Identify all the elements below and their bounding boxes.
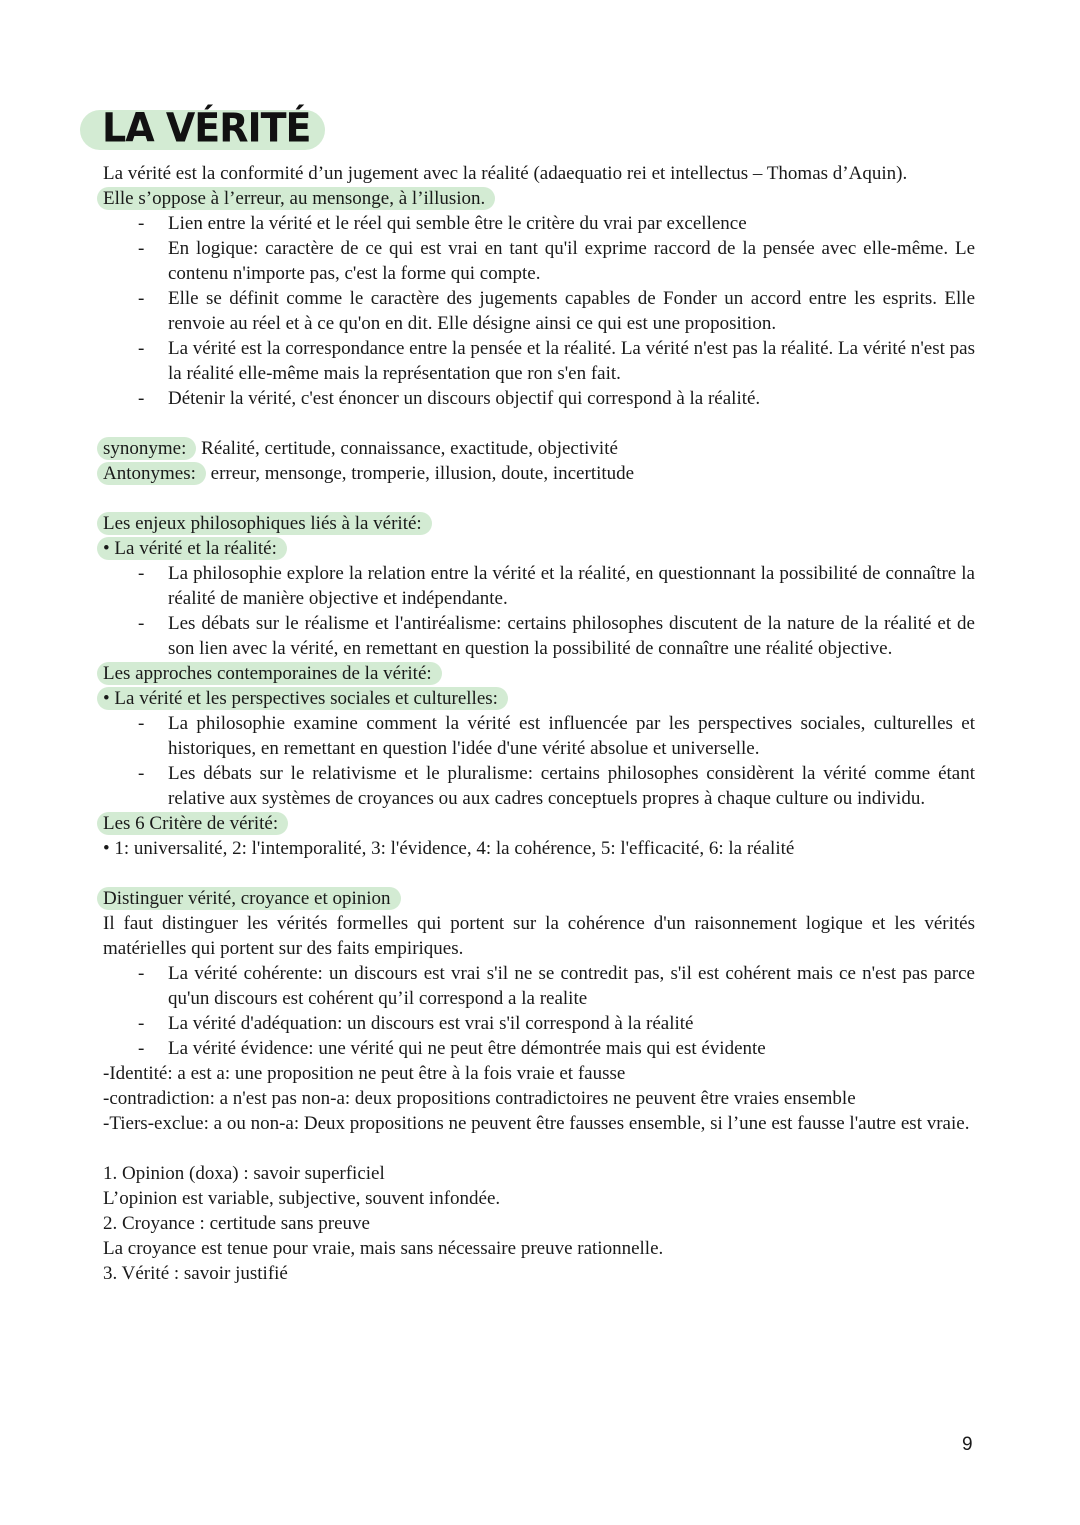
page-number: 9 xyxy=(962,1434,973,1455)
antonyms-text: erreur, mensonge, tromperie, illusion, doute, incertitude xyxy=(205,463,635,484)
synonyms-text: Réalité, certitude, connaissance, exactitude, objectivité xyxy=(196,438,618,459)
intro-paragraph: La vérité est la conformité d’un jugement avec la réalité (adaequatio rei et intellectus – Thomas d’Aquin). xyxy=(103,163,908,184)
list-item: - Détenir la vérité, c'est énoncer un discours objectif qui correspond à la réalité. xyxy=(103,386,975,411)
level-line: 3. Vérité : savoir justifié xyxy=(103,1263,288,1284)
approches-list xyxy=(103,711,975,811)
verite-types-list xyxy=(103,961,975,1061)
distinguer-heading: Distinguer vérité, croyance et opinion xyxy=(97,887,401,910)
list-item: - Elle se définit comme le caractère des jugements capables de Fonder un accord entre les esprits. Elle renvoie au réel et à ce qu'on en dit. Elle désigne ainsi ce qui est une proposition. xyxy=(103,286,975,336)
page-title: LA VÉRITÉ xyxy=(102,104,311,152)
page-title-highlight xyxy=(80,104,325,152)
document-body xyxy=(103,161,975,1286)
principle-line: -Tiers-exclue: a ou non-a: Deux propositions ne peuvent être fausses ensemble, si l’une est fausse l'autre est vraie. xyxy=(103,1113,970,1134)
criteres-list: • 1: universalité, 2: l'intemporalité, 3: l'évidence, 4: la cohérence, 5: l'efficacité, 6: la réalité xyxy=(103,838,795,859)
antonyms-label: Antonymes: xyxy=(97,462,206,485)
criteres-heading: Les 6 Critère de vérité: xyxy=(97,812,288,835)
list-item: - Les débats sur le relativisme et le pluralisme: certains philosophes considèrent la vérité comme étant relative aux systèmes de croyances ou aux cadres conceptuels propres à chaque culture ou individu. xyxy=(103,761,975,811)
list-item: - La vérité d'adéquation: un discours est vrai s'il correspond à la réalité xyxy=(103,1011,975,1036)
enjeux-heading: Les enjeux philosophiques liés à la vérité: xyxy=(97,512,432,535)
definition-list xyxy=(103,211,975,411)
list-item: - La philosophie examine comment la vérité est influencée par les perspectives sociales, culturelles et historiques, en remettant en question l'idée d'une vérité absolue et universelle. xyxy=(103,711,975,761)
enjeux-subheading: • La vérité et la réalité: xyxy=(97,537,287,560)
distinguer-paragraph: Il faut distinguer les vérités formelles qui portent sur la cohérence d'un raisonnement logique et les vérités matérielles qui portent sur des faits empiriques. xyxy=(103,913,975,959)
level-line: La croyance est tenue pour vraie, mais sans nécessaire preuve rationnelle. xyxy=(103,1238,664,1259)
approches-heading: Les approches contemporaines de la vérité: xyxy=(97,662,442,685)
approches-subheading: • La vérité et les perspectives sociales et culturelles: xyxy=(97,687,508,710)
level-line: 1. Opinion (doxa) : savoir superficiel xyxy=(103,1163,385,1184)
list-item: - Lien entre la vérité et le réel qui semble être le critère du vrai par excellence xyxy=(103,211,975,236)
level-line: 2. Croyance : certitude sans preuve xyxy=(103,1213,370,1234)
list-item: - La vérité est la correspondance entre la pensée et la réalité. La vérité n'est pas la réalité. La vérité n'est pas la réalité elle-même mais la représentation que ron s'en fait. xyxy=(103,336,975,386)
list-item: - En logique: caractère de ce qui est vrai en tant qu'il exprime raccord de la pensée avec elle-même. Le contenu n'importe pas, c'est la forme qui compte. xyxy=(103,236,975,286)
level-line: L’opinion est variable, subjective, souvent infondée. xyxy=(103,1188,501,1209)
synonyms-label: synonyme: xyxy=(97,437,196,460)
synonyms-line xyxy=(103,436,975,461)
list-item: - La vérité évidence: une vérité qui ne peut être démontrée mais qui est évidente xyxy=(103,1036,975,1061)
list-item: - La philosophie explore la relation entre la vérité et la réalité, en questionnant la possibilité de connaître la réalité de manière objective et indépendante. xyxy=(103,561,975,611)
list-item: - La vérité cohérente: un discours est vrai s'il ne se contredit pas, s'il est cohérent mais ce n'est pas parce qu'un discours est cohérent qu’il correspond a la realite xyxy=(103,961,975,1011)
principle-line: -contradiction: a n'est pas non-a: deux propositions contradictoires ne peuvent être vraies ensemble xyxy=(103,1088,856,1109)
antonyms-line xyxy=(103,461,975,486)
oppose-highlight: Elle s’oppose à l’erreur, au mensonge, à l’illusion. xyxy=(97,187,495,210)
principle-line: -Identité: a est a: une proposition ne peut être à la fois vraie et fausse xyxy=(103,1063,626,1084)
enjeux-list xyxy=(103,561,975,661)
list-item: - Les débats sur le réalisme et l'antiréalisme: certains philosophes discutent de la nature de la réalité et de son lien avec la vérité, en remettant en question la possibilité de connaître une réalité objective. xyxy=(103,611,975,661)
